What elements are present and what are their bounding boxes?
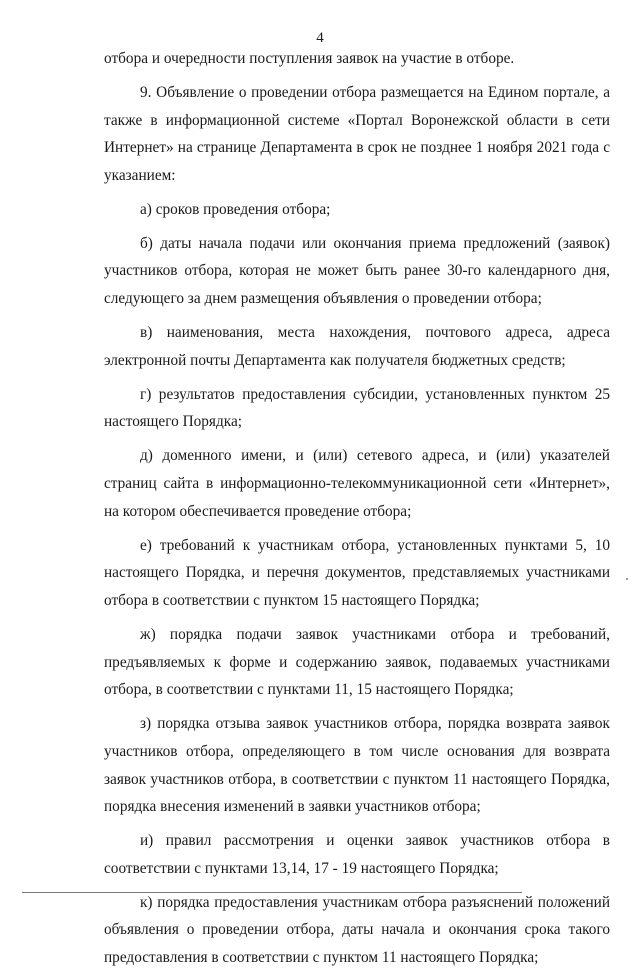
paragraph-subitem-e: е) требований к участникам отбора, установленных пунктами 5, 10 настоящего Порядка, и перечня документов, представляемых участниками отбора в соответствии с пунктом 15 настоящего Порядка; [104, 536, 610, 609]
paragraph-subitem-d: д) доменного имени, и (или) сетевого адреса, и (или) указателей страниц сайта в информационно-телекоммуникационной сети «Интернет», на котором обеспечивается проведение отбора; [104, 447, 610, 520]
paragraph-subitem-a: а) сроков проведения отбора; [140, 200, 331, 218]
page-number: 4 [316, 30, 324, 46]
paragraph-subitem-i: и) правил рассмотрения и оценки заявок участников отбора в соответствии с пунктами 13,14, 17 - 19 настоящего Порядка; [104, 832, 610, 877]
paragraph-continuation: отбора и очередности поступления заявок на участие в отборе. [104, 50, 515, 67]
paragraph-subitem-b: б) даты начала подачи или окончания приема предложений (заявок) участников отбора, которая не может быть ранее 30-го календарного дня, следующего за днем размещения объявления о проведении отбора; [104, 234, 610, 308]
bottom-rule [22, 892, 522, 893]
paragraph-subitem-v: в) наименования, места нахождения, почтового адреса, адреса электронной почты Департамента как получателя бюджетных средств; [104, 324, 610, 369]
paragraph-subitem-zh: ж) порядка подачи заявок участниками отбора и требований, предъявляемых к форме и содержанию заявок, подаваемых участниками отбора, в соответствии с пунктами 11, 15 настоящего Порядка; [104, 625, 610, 699]
paragraph-subitem-k: к) порядка предоставления участникам отбора разъяснений положений объявления о проведении отбора, даты начала и окончания срока такого предоставления в соответствии с пунктом 11 настоящего Порядка; [104, 893, 610, 967]
paragraph-subitem-z: з) порядка отзыва заявок участников отбора, порядка возврата заявок участников отбора, определяющего в том числе основания для возврата заявок участников отбора, в соответствии с пунктом 11 настоящего Порядка, порядка внесения изменений в заявки участников отбора; [104, 715, 610, 816]
scan-artifact [626, 578, 628, 580]
paragraph-subitem-g: г) результатов предоставления субсидии, установленных пунктом 25 настоящего Порядка; [104, 385, 610, 431]
document-body [104, 45, 610, 978]
paragraph-item-9: 9. Объявление о проведении отбора размещается на Едином портале, а также в информационной системе «Портал Воронежской области в сети Интернет» на странице Департамента в срок не позднее 1 ноября 2021 года с указанием: [104, 83, 610, 184]
